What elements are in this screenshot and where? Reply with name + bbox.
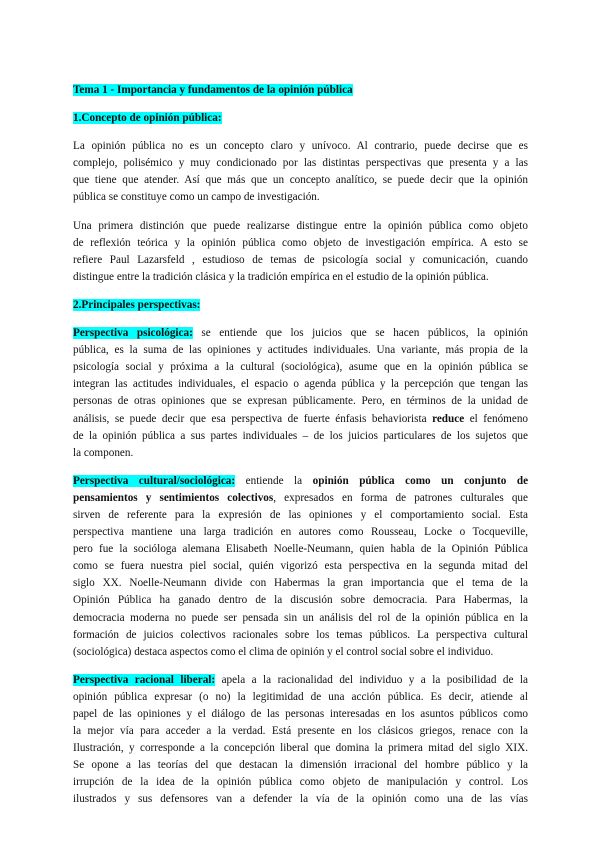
paragraph-psicologica bbox=[73, 325, 528, 462]
text-line: sirven de referente para la expresión de las opiniones y el comportamiento social. Esta bbox=[73, 508, 528, 521]
text-line: pública se constituye como un campo de investigación. bbox=[73, 191, 320, 204]
spacer bbox=[73, 314, 528, 325]
label-cultural: Perspectiva cultural/sociológica: bbox=[73, 474, 236, 487]
bold-concept: opinión pública como un conjunto de bbox=[312, 474, 528, 487]
text-line bbox=[73, 325, 528, 342]
bold-concept: pensamientos y sentimientos colectivos bbox=[73, 491, 274, 504]
text-line: refiere Paul Lazarsfeld , estudioso de temas de psicología social y comunicación, cuando bbox=[73, 253, 528, 266]
text-line: integran las actitudes individuales, el espacio o agenda pública y la percepción que tengan las bbox=[73, 378, 528, 391]
text-line: (sociológica) destaca aspectos como el clima de opinión y el control social sobre el individuo. bbox=[73, 645, 494, 658]
paragraph-racional bbox=[73, 672, 528, 809]
section-heading-concepto: 1.Concepto de opinión pública: bbox=[73, 112, 222, 125]
text-line: Se opone a las teorías del que destacan la dimensión irracional del hombre público y la bbox=[73, 759, 528, 772]
text-line: opinión pública expresar (o no) la legitimidad de una acción pública. Es decir, atiende al bbox=[73, 690, 528, 703]
text-line: pero fue la socióloga alemana Elisabeth Noelle-Neumann, quien habla de la Opinión Pública bbox=[73, 543, 528, 556]
text-line bbox=[73, 490, 528, 507]
document-page bbox=[73, 82, 528, 809]
text-line: democracia moderna no puede ser pensada sin un análisis del rol de la opinión pública en la bbox=[73, 611, 528, 624]
text-line: siglo XX. Noelle-Neumann divide con Habermas la gran importancia que el tema de la bbox=[73, 577, 528, 590]
text-run: análisis, se puede decir que esa perspectiva de fuerte énfasis behaviorista bbox=[73, 412, 427, 425]
document-title: Tema 1 - Importancia y fundamentos de la opinión pública bbox=[73, 84, 353, 96]
spacer bbox=[73, 99, 528, 110]
section-heading-perspectivas: 2.Principales perspectivas: bbox=[73, 298, 201, 311]
text-line: como se fuera nuestra piel social, quién vigorizó esta perspectiva en la segunda mitad del bbox=[73, 560, 528, 573]
text-line: formación de juicios colectivos racionales sobre los temas públicos. La perspectiva cultural bbox=[73, 628, 528, 641]
spacer bbox=[73, 127, 528, 138]
paragraph-concepto-2 bbox=[73, 218, 528, 286]
section-heading-line bbox=[73, 297, 528, 314]
spacer bbox=[73, 661, 528, 672]
text-line: personas de otras opiniones que se expresan públicamente. Pero, en términos de la unidad de bbox=[73, 395, 528, 408]
text-line: que tiene que atender. Así que más que un concepto analítico, se puede decir que la opinión bbox=[73, 174, 528, 187]
text-line: de la opinión pública a sus partes individuales – de los juicios particulares de los sujetos que bbox=[73, 429, 528, 442]
spacer bbox=[73, 462, 528, 473]
text-line: Opinión Pública ha ganado dentro de la discusión sobre democracia. Para Habermas, la bbox=[73, 594, 528, 607]
label-psicologica: Perspectiva psicológica: bbox=[73, 327, 193, 340]
label-racional: Perspectiva racional liberal: bbox=[73, 673, 216, 686]
text-line: la mejor vía para acceder a la verdad. Está presente en los clásicos griegos, renace con la bbox=[73, 725, 528, 738]
text-line: de reflexión teórica y la opinión pública como objeto de investigación empírica. A esto se bbox=[73, 236, 528, 249]
text-line bbox=[73, 672, 528, 689]
text-line: distingue entre la tradición clásica y la tradición empírica en el estudio de la opinión pública. bbox=[73, 270, 489, 283]
text-line: la componen. bbox=[73, 446, 134, 459]
text-line bbox=[73, 473, 528, 490]
text-line bbox=[73, 411, 528, 428]
text-run: el fenómeno bbox=[469, 412, 528, 425]
text-line: complejo, polisémico y muy condicionado por las distintas perspectivas que presenta y a las bbox=[73, 157, 528, 170]
text-line: pública, es la suma de las opiniones y actitudes individuales. Una variante, más propia de la bbox=[73, 344, 528, 357]
text-line: psicología social y próxima a la cultural (sociológica), asume que en la opinión pública se bbox=[73, 361, 528, 374]
text-run: se entiende que los juicios que se hacen públicos, la opinión bbox=[201, 327, 528, 340]
text-line: irrupción de la idea de la opinión pública como objeto de manipulación y control. Los bbox=[73, 776, 528, 789]
paragraph-cultural bbox=[73, 473, 528, 661]
spacer bbox=[73, 207, 528, 218]
text-line: perspectiva mantiene una larga tradición en autores como Rousseau, Locke o Tocqueville, bbox=[73, 526, 528, 539]
text-run: entiende la bbox=[245, 474, 303, 487]
text-line: papel de las opiniones y el diálogo de las personas interesadas en los asuntos públicos como bbox=[73, 708, 528, 720]
paragraph-concepto-1 bbox=[73, 138, 528, 206]
section-heading-line bbox=[73, 110, 528, 127]
text-run: apela a la racionalidad del individuo y a la posibilidad de la bbox=[221, 673, 528, 686]
text-line: ilustrados y sus defensores van a defender la vía de la opinión como una de las vías bbox=[73, 793, 528, 806]
text-line: Una primera distinción que puede realizarse distingue entre la opinión pública como objeto bbox=[73, 219, 528, 232]
spacer bbox=[73, 286, 528, 297]
document-title-line bbox=[73, 82, 528, 99]
bold-reduce: reduce bbox=[432, 412, 465, 425]
text-line: Ilustración, y corresponde a la concepción liberal que domina la primera mitad del siglo XIX. bbox=[73, 742, 528, 755]
text-line: La opinión pública no es un concepto claro y unívoco. Al contrario, puede decirse que es bbox=[73, 140, 528, 153]
text-run: , expresados en forma de patrones culturales que bbox=[273, 491, 528, 504]
